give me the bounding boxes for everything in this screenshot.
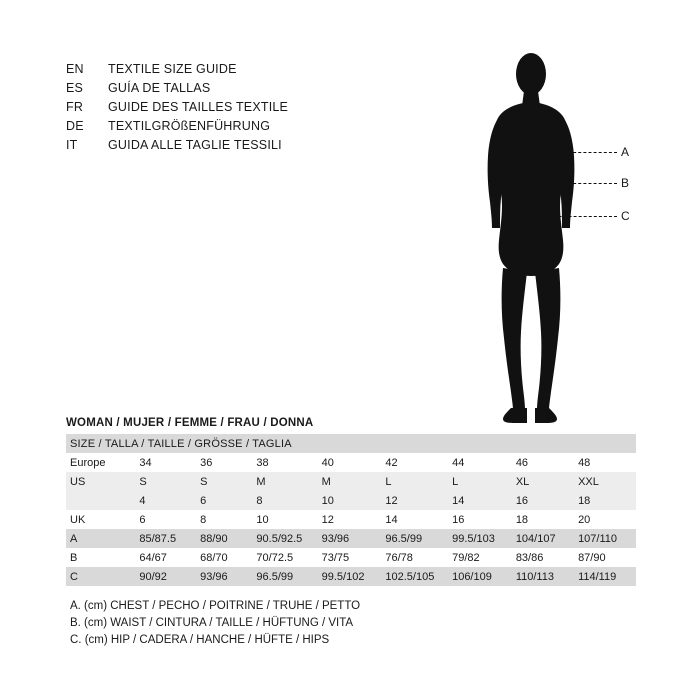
- measurement-legend: [70, 598, 360, 649]
- table-row: [66, 510, 636, 529]
- cell: M: [252, 472, 317, 491]
- table-row: [66, 472, 636, 491]
- language-row: [66, 62, 486, 81]
- row-label: A: [66, 529, 135, 548]
- cell: S: [196, 472, 252, 491]
- size-table: [66, 434, 636, 586]
- cell: 48: [574, 453, 636, 472]
- cell: 12: [318, 510, 382, 529]
- measure-label-b: B: [621, 176, 630, 190]
- language-code: EN: [66, 62, 84, 76]
- measure-label-c: C: [621, 209, 630, 223]
- cell: L: [381, 472, 448, 491]
- language-title: GUÍA DE TALLAS: [108, 81, 211, 95]
- cell: 79/82: [448, 548, 512, 567]
- cell: 102.5/105: [381, 567, 448, 586]
- row-label: Europe: [66, 453, 135, 472]
- language-title: GUIDE DES TAILLES TEXTILE: [108, 100, 289, 114]
- language-title: TEXTILE SIZE GUIDE: [108, 62, 237, 76]
- cell: 6: [135, 510, 196, 529]
- cell: 106/109: [448, 567, 512, 586]
- measure-line-a: [517, 152, 617, 154]
- cell: 20: [574, 510, 636, 529]
- cell: 16: [512, 491, 574, 510]
- language-row: [66, 100, 486, 119]
- legend-line-c: C. (cm) HIP / CADERA / HANCHE / HÜFTE / HIPS: [70, 634, 330, 646]
- cell: 38: [252, 453, 317, 472]
- cell: XL: [512, 472, 574, 491]
- cell: 14: [448, 491, 512, 510]
- cell: 96.5/99: [252, 567, 317, 586]
- cell: 8: [252, 491, 317, 510]
- legend-line-a: A. (cm) CHEST / PECHO / POITRINE / TRUHE / PETTO: [70, 600, 361, 612]
- language-code: FR: [66, 100, 84, 114]
- size-table-section: [66, 417, 636, 586]
- language-title-block: [66, 62, 486, 157]
- cell: 93/96: [318, 529, 382, 548]
- row-label: US: [66, 472, 135, 491]
- cell: 12: [381, 491, 448, 510]
- table-row: [66, 491, 636, 510]
- table-row: [66, 567, 636, 586]
- cell: 34: [135, 453, 196, 472]
- cell: S: [135, 472, 196, 491]
- cell: 83/86: [512, 548, 574, 567]
- language-row: [66, 138, 486, 157]
- cell: 18: [512, 510, 574, 529]
- cell: M: [318, 472, 382, 491]
- cell: 46: [512, 453, 574, 472]
- language-code: ES: [66, 81, 84, 95]
- cell: 93/96: [196, 567, 252, 586]
- table-row: [66, 548, 636, 567]
- measure-line-c: [513, 216, 617, 218]
- legend-line-b: B. (cm) WAIST / CINTURA / TAILLE / HÜFTUNG / VITA: [70, 617, 354, 629]
- cell: 10: [252, 510, 317, 529]
- row-label: B: [66, 548, 135, 567]
- cell: 36: [196, 453, 252, 472]
- table-header-row: [66, 434, 636, 453]
- cell: XXL: [574, 472, 636, 491]
- cell: 96.5/99: [381, 529, 448, 548]
- cell: 70/72.5: [252, 548, 317, 567]
- cell: L: [448, 472, 512, 491]
- cell: 4: [135, 491, 196, 510]
- cell: 110/113: [512, 567, 574, 586]
- cell: 104/107: [512, 529, 574, 548]
- measure-line-b: [517, 183, 617, 185]
- cell: 90/92: [135, 567, 196, 586]
- cell: 8: [196, 510, 252, 529]
- language-code: IT: [66, 138, 78, 152]
- measure-label-a: A: [621, 145, 630, 159]
- woman-silhouette-icon: [455, 40, 655, 430]
- language-row: [66, 81, 486, 100]
- cell: 14: [381, 510, 448, 529]
- language-code: DE: [66, 119, 84, 133]
- cell: 76/78: [381, 548, 448, 567]
- cell: 6: [196, 491, 252, 510]
- cell: 44: [448, 453, 512, 472]
- cell: 64/67: [135, 548, 196, 567]
- table-category-title: WOMAN / MUJER / FEMME / FRAU / DONNA: [66, 417, 314, 429]
- row-label: UK: [66, 510, 135, 529]
- language-title: TEXTILGRÖßENFÜHRUNG: [108, 119, 271, 133]
- cell: 16: [448, 510, 512, 529]
- row-label: [66, 491, 135, 510]
- cell: 114/119: [574, 567, 636, 586]
- cell: 73/75: [318, 548, 382, 567]
- table-row: [66, 453, 636, 472]
- cell: 99.5/102: [318, 567, 382, 586]
- cell: 107/110: [574, 529, 636, 548]
- table-header-label: SIZE / TALLA / TAILLE / GRÖSSE / TAGLIA: [66, 434, 636, 453]
- cell: 68/70: [196, 548, 252, 567]
- table-row: [66, 529, 636, 548]
- woman-silhouette-figure: [455, 40, 655, 430]
- language-row: [66, 119, 486, 138]
- language-title: GUIDA ALLE TAGLIE TESSILI: [108, 138, 282, 152]
- cell: 42: [381, 453, 448, 472]
- cell: 90.5/92.5: [252, 529, 317, 548]
- cell: 85/87.5: [135, 529, 196, 548]
- cell: 87/90: [574, 548, 636, 567]
- cell: 88/90: [196, 529, 252, 548]
- cell: 40: [318, 453, 382, 472]
- cell: 99.5/103: [448, 529, 512, 548]
- cell: 18: [574, 491, 636, 510]
- cell: 10: [318, 491, 382, 510]
- row-label: C: [66, 567, 135, 586]
